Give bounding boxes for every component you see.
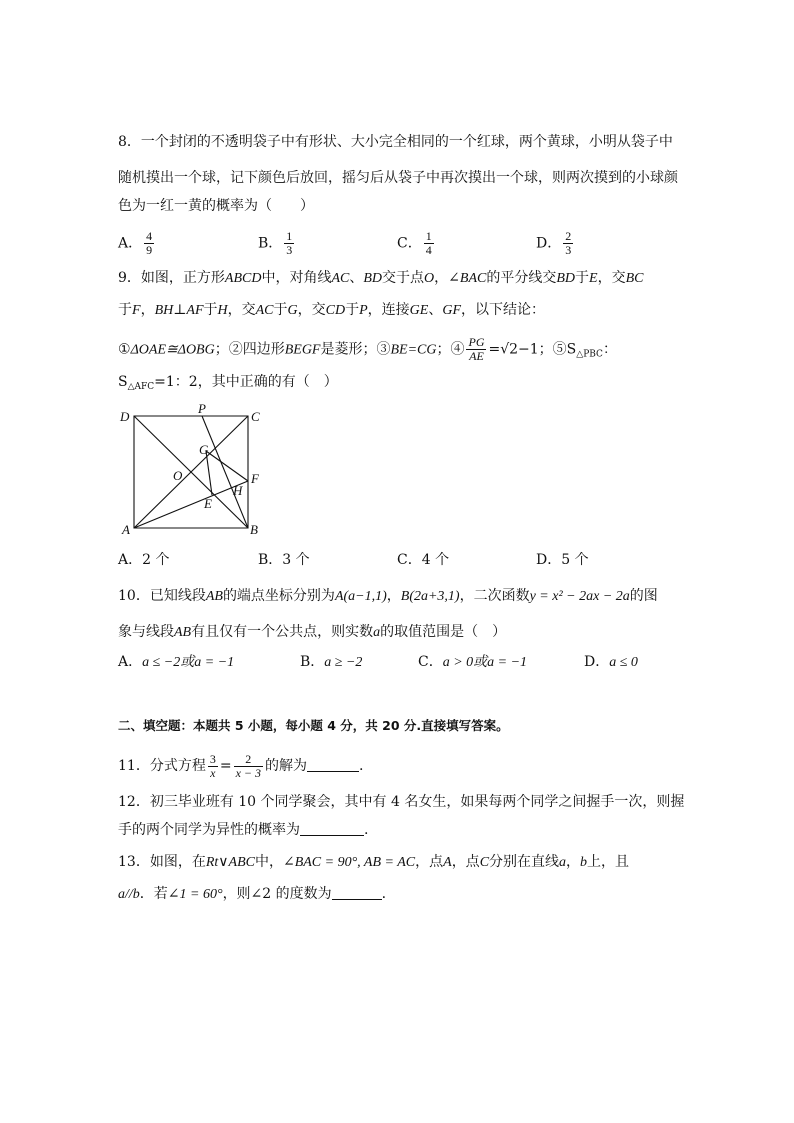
square-geometry-figure bbox=[118, 404, 268, 540]
q10-option-a: A．a ≤ −2或a = −1 bbox=[118, 654, 235, 670]
q10-option-c: C．a > 0或a = −1 bbox=[418, 654, 528, 670]
q9-option-d: D．5 个 bbox=[536, 552, 589, 568]
q9-option-c: C．4 个 bbox=[397, 552, 450, 568]
q10-line-1: 10．已知线段AB的端点坐标分别为A(a−1,1)，B(2a+3,1)，二次函数y = x² − 2ax − 2a的图 bbox=[118, 588, 658, 604]
q12-line-2: 手的两个同学为异性的概率为 . bbox=[118, 822, 369, 838]
q11-answer-blank bbox=[307, 757, 359, 772]
label-p: P bbox=[198, 404, 206, 416]
q9-line-2: 于F，BH⊥AF于H，交AC于G，交CD于P，连接GE、GF，以下结论： bbox=[118, 302, 545, 318]
q11-line: 11．分式方程 $\frac{3}{x}$ = $\frac{2}{x - 3}$ 的解为 . bbox=[118, 751, 364, 780]
q12-answer-blank bbox=[300, 821, 364, 836]
segment-ge bbox=[206, 451, 212, 495]
q10-option-d: D．a ≤ 0 bbox=[584, 654, 638, 670]
label-d: D bbox=[120, 409, 130, 424]
q10-option-b: B．a ≥ −2 bbox=[300, 654, 363, 670]
q13-line-1: 13．如图，在Rt∨ABC中，∠BAC = 90°, AB = AC，点A，点C分别在直线a，b上，且 bbox=[118, 854, 630, 870]
label-b: B bbox=[250, 522, 258, 537]
label-c: C bbox=[251, 409, 260, 424]
q9-option-a: A．2 个 bbox=[118, 552, 170, 568]
q8-option-d: D． $\frac{2}{3}$ bbox=[536, 229, 572, 257]
q8-option-b: B． $\frac{1}{3}$ bbox=[258, 229, 293, 257]
section-2-heading: 二、填空题：本题共 5 小题，每小题 4 分，共 20 分.直接填写答案。 bbox=[118, 718, 509, 733]
q8-line-1: 8．一个封闭的不透明袋子中有形状、大小完全相同的一个红球，两个黄球，小明从袋子中 bbox=[118, 134, 673, 150]
q9-line-3: ①ΔOAE≅ΔOBG；②四边形BEGF是菱形；③BE=CG；④ $\frac{PG}{AE}$ =√2−1；$⑤S_{\triangle PBC}$： bbox=[118, 335, 617, 363]
label-o: O bbox=[173, 468, 183, 483]
q8-option-c: C． $\frac{1}{4}$ bbox=[397, 229, 432, 257]
q8-line-2: 随机摸出一个球，记下颜色后放回，摇匀后从袋子中再次摸出一个球，则两次摸到的小球颜 bbox=[118, 170, 678, 186]
label-g: G bbox=[199, 442, 209, 457]
q10-line-2: 象与线段AB有且仅有一个公共点，则实数a的取值范围是（ ） bbox=[118, 624, 507, 640]
label-f: F bbox=[251, 471, 259, 486]
q13-answer-blank bbox=[332, 885, 382, 900]
segment-af bbox=[134, 481, 248, 528]
q12-line-1: 12．初三毕业班有 10 个同学聚会，其中有 4 名女生，如果每两个同学之间握手一次，则握 bbox=[118, 794, 685, 810]
q9-option-b: B．3 个 bbox=[258, 552, 310, 568]
q13-line-2: a//b．若∠1 = 60°，则∠2 的度数为 . bbox=[118, 886, 387, 902]
q8-line-3: 色为一红一黄的概率为（ ） bbox=[118, 198, 314, 214]
q9-line-4: $S_{\triangle AFC}=1$：2，其中正确的有（ ） bbox=[118, 374, 338, 392]
q9-line-1: 9．如图，正方形ABCD中，对角线AC、BD交于点O，∠BAC的平分线交BD于E，交BC bbox=[118, 270, 644, 286]
q8-option-a: A． $\frac{4}{9}$ bbox=[118, 229, 153, 257]
label-h: H bbox=[233, 483, 243, 498]
label-e: E bbox=[204, 496, 212, 511]
label-a: A bbox=[122, 522, 130, 537]
